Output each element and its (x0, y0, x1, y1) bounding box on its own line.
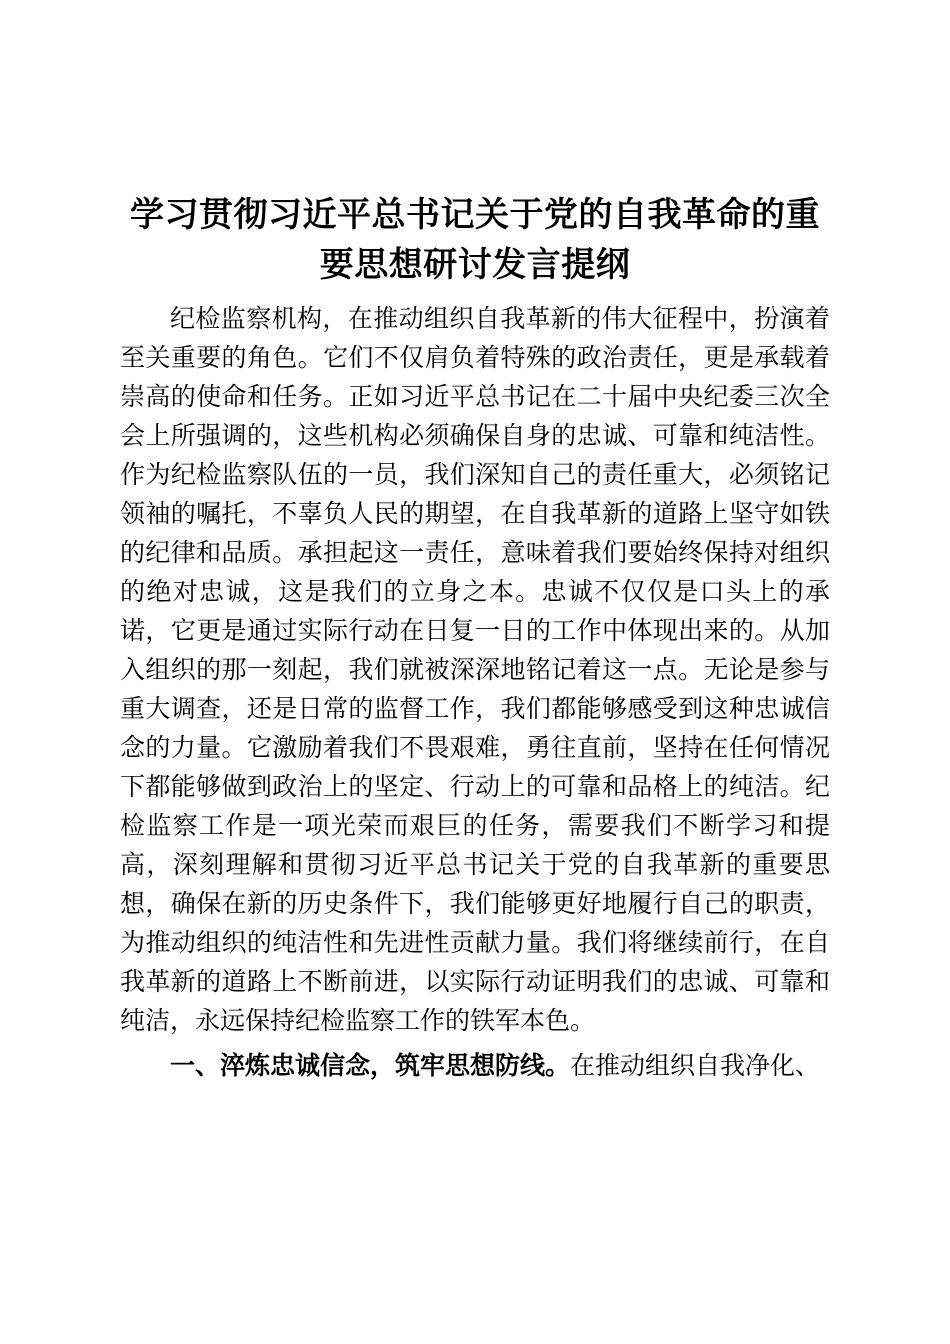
section-1-opening-text: 在推动组织自我净化、 (570, 1053, 821, 1080)
section-1-heading: 一、淬炼忠诚信念，筑牢思想防线。 (170, 1052, 571, 1080)
intro-paragraph: 纪检监察机构，在推动组织自我革新的伟大征程中，扮演着至关重要的角色。它们不仅肩负着特殊的政治责任，更是承载着崇高的使命和任务。正如习近平总书记在二十届中央纪委三次全会上所强调的，这些机构必须确保自身的忠诚、可靠和纯洁性。作为纪检监察队伍的一员，我们深知自己的责任重大，必须铭记领袖的嘱托，不辜负人民的期望，在自我革新的道路上坚守如铁的纪律和品质。承担起这一责任，意味着我们要始终保持对组织的绝对忠诚，这是我们的立身之本。忠诚不仅仅是口头上的承诺，它更是通过实际行动在日复一日的工作中体现出来的。从加入组织的那一刻起，我们就被深深地铭记着这一点。无论是参与重大调查，还是日常的监督工作，我们都能够感受到这种忠诚信念的力量。它激励着我们不畏艰难，勇往直前，坚持在任何情况下都能够做到政治上的坚定、行动上的可靠和品格上的纯洁。纪检监察工作是一项光荣而艰巨的任务，需要我们不断学习和提高，深刻理解和贯彻习近平总书记关于党的自我革新的重要思想，确保在新的历史条件下，我们能够更好地履行自己的职责，为推动组织的纯洁性和先进性贡献力量。我们将继续前行，在自我革新的道路上不断前进，以实际行动证明我们的忠诚、可靠和纯洁，永远保持纪检监察工作的铁军本色。 (120, 306, 830, 1035)
section-1-paragraph (120, 1047, 830, 1086)
document-title: 学习贯彻习近平总书记关于党的自我革命的重要思想研讨发言提纲 (130, 196, 820, 284)
